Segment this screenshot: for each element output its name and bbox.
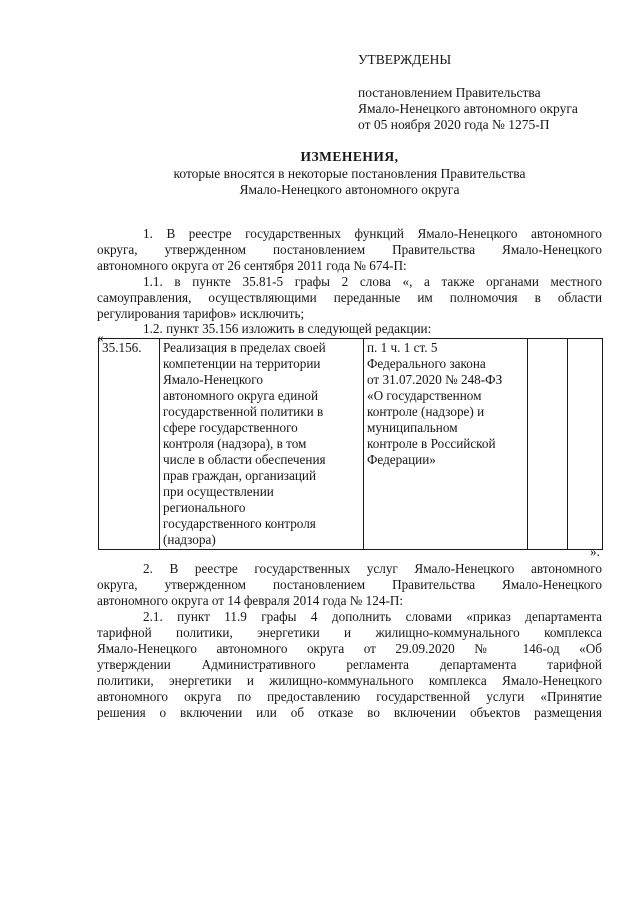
description-line: государственной политики в <box>163 404 324 419</box>
section-1-line-1: 1. В реестре государственных функций Ямало-Ненецкого автономного <box>143 226 602 241</box>
description-line: компетенции на территории <box>163 356 321 371</box>
item-2-1-line-3: Ямало-Ненецкого автономного округа от 29.09.2020 № 146-од «Об <box>97 641 602 656</box>
section-2-line-1: 2. В реестре государственных услуг Ямало-Ненецкого автономного <box>143 561 602 576</box>
empty-column-5 <box>568 339 603 550</box>
section-2-line-3: автономного округа от 14 февраля 2014 года № 124-П: <box>97 593 404 608</box>
basis-line: контроле в Российской <box>367 436 496 451</box>
item-1-1-line-3: регулирования тарифов» исключить; <box>97 306 305 321</box>
approval-heading: УТВЕРЖДЕНЫ <box>358 52 452 67</box>
basis-line: контроле (надзоре) и <box>367 404 485 419</box>
basis-line: «О государственном <box>367 388 482 403</box>
table-row <box>99 339 603 550</box>
description-line: прав граждан, организаций <box>163 468 317 483</box>
approval-line-3: от 05 ноября 2020 года № 1275-П <box>358 117 550 132</box>
description-line: контроля (надзора), в том <box>163 436 307 451</box>
section-1-line-2: округа, утвержденном постановлением Правительства Ямало-Ненецкого <box>97 242 602 257</box>
item-2-1-line-7: решения о включении или об отказе во включении объектов размещения <box>97 705 602 720</box>
item-2-1-line-4: утверждении Административного регламента департамента тарифной <box>97 657 602 672</box>
description-line: Ямало-Ненецкого <box>163 372 263 387</box>
description-line: (надзора) <box>163 532 216 547</box>
description-line: регионального <box>163 500 246 515</box>
function-description-cell <box>160 339 364 550</box>
basis-line: муниципальном <box>367 420 458 435</box>
description-line: числе в области обеспечения <box>163 452 326 467</box>
title-subtitle-1: которые вносятся в некоторые постановления Правительства <box>173 166 526 181</box>
item-2-1-line-2: тарифной политики, энергетики и жилищно-коммунального комплекса <box>97 625 602 640</box>
row-number: 35.156. <box>102 340 142 355</box>
item-1-2: 1.2. пункт 35.156 изложить в следующей редакции: <box>143 321 432 336</box>
closing-quote: ». <box>590 544 600 559</box>
section-1-line-3: автономного округа от 26 сентября 2011 года № 674-П: <box>97 258 407 273</box>
description-line: при осуществлении <box>163 484 274 499</box>
description-line: государственного контроля <box>163 516 316 531</box>
description-line: Реализация в пределах своей <box>163 340 326 355</box>
legal-basis-cell <box>364 339 528 550</box>
item-1-1-line-2: самоуправления, осуществляющими переданные им полномочия в области <box>97 290 602 305</box>
item-2-1-line-1: 2.1. пункт 11.9 графы 4 дополнить словами «приказ департамента <box>143 609 602 624</box>
section-2-line-2: округа, утвержденном постановлением Правительства Ямало-Ненецкого <box>97 577 602 592</box>
item-2-1-line-6: автономного округа по предоставлению государственной услуги «Принятие <box>97 689 602 704</box>
description-line: сфере государственного <box>163 420 298 435</box>
row-number-cell <box>99 339 160 550</box>
title-main: ИЗМЕНЕНИЯ, <box>300 149 399 164</box>
basis-line: п. 1 ч. 1 ст. 5 <box>367 340 438 355</box>
description-line: автономного округа единой <box>163 388 319 403</box>
opening-quote: « <box>97 330 104 345</box>
approval-line-1: постановлением Правительства <box>358 85 541 100</box>
basis-line: Федерации» <box>367 452 436 467</box>
approval-line-2: Ямало-Ненецкого автономного округа <box>358 101 578 116</box>
basis-line: Федерального закона <box>367 356 486 371</box>
item-2-1-line-5: политики, энергетики и жилищно-коммунального комплекса Ямало-Ненецкого <box>97 673 602 688</box>
register-table <box>98 338 603 550</box>
empty-column-4 <box>528 339 568 550</box>
basis-line: от 31.07.2020 № 248-ФЗ <box>367 372 503 387</box>
title-subtitle-2: Ямало-Ненецкого автономного округа <box>239 182 460 197</box>
item-1-1-line-1: 1.1. в пункте 35.81-5 графы 2 слова «, а также органами местного <box>143 274 602 289</box>
